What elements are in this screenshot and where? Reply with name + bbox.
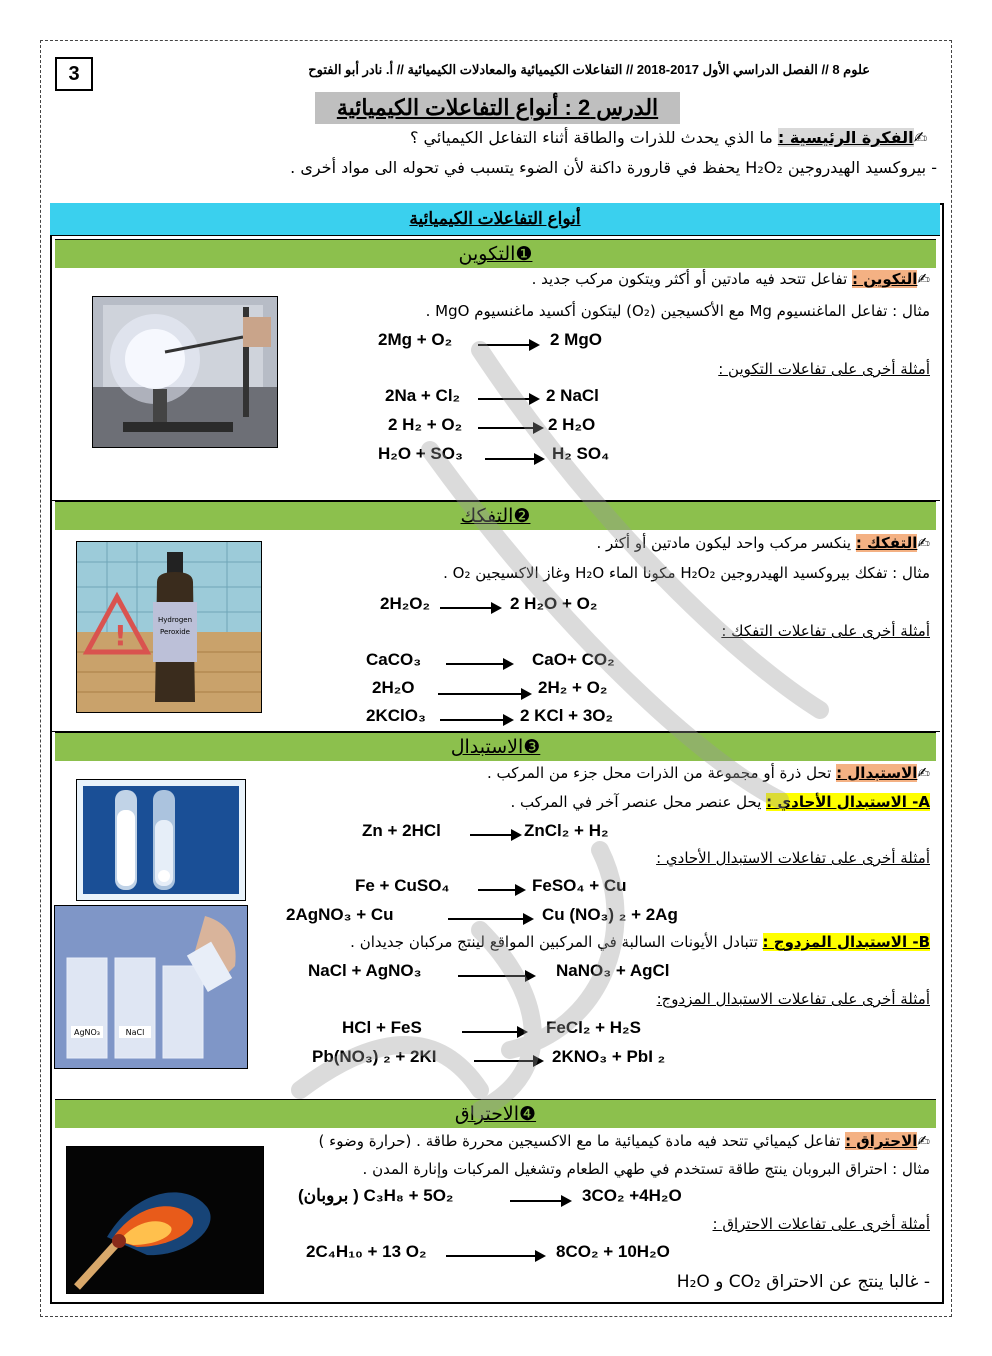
- test-tubes-image: [76, 779, 246, 901]
- synthesis-other-1-left: 2Na + Cl₂: [385, 386, 461, 405]
- beaker-label-agno3: AgNO₃: [73, 1028, 101, 1037]
- section-bar-decomposition: [55, 501, 936, 530]
- double-eq-left: NaCl + AgNO₃: [308, 961, 422, 980]
- replacement-def-text: تحل ذرة أو مجموعة من الذرات محل جزء من المركب .: [487, 764, 837, 782]
- arrow-icon: [448, 918, 532, 920]
- combustion-definition: [319, 1132, 930, 1150]
- decomposition-definition: [596, 534, 930, 552]
- synthesis-eq-left: 2Mg + O₂: [378, 330, 453, 349]
- decomposition-other-2-left: 2H₂O: [372, 678, 415, 697]
- pencil-icon: ✍: [917, 1132, 930, 1150]
- combustion-def-text: تفاعل كيميائي تتحد فيه مادة كيميائية ما مع الاكسيجين محررة طاقة . (حرارة وضوء ): [318, 1132, 846, 1150]
- section-bar-replacement: [55, 732, 936, 761]
- arrow-icon: [478, 344, 538, 346]
- section-bar-synthesis: [55, 239, 936, 268]
- single-other-2-left: 2AgNO₃ + Cu: [286, 905, 394, 924]
- synthesis-term: التكوين :: [852, 270, 918, 288]
- combustion-others-label: أمثلة أخرى على تفاعلات الاحتراق :: [712, 1215, 930, 1233]
- double-replacement-definition: [350, 933, 930, 951]
- arrow-icon: [440, 607, 500, 609]
- single-others-label: أمثلة أخرى على تفاعلات الاستبدال الأحادي :: [656, 849, 930, 867]
- single-replacement-term: A- الاستبدال الأحادي :: [766, 793, 930, 811]
- double-replacement-term: B- الاستبدال المزدوج :: [762, 933, 930, 951]
- double-other-1-right: FeCl₂ + H₂S: [546, 1018, 641, 1037]
- combustion-eq-right: 3CO₂ +4H₂O: [582, 1186, 682, 1205]
- decomposition-other-3-left: 2KClO₃: [366, 706, 426, 725]
- synthesis-other-2-right: 2 H₂O: [548, 415, 596, 434]
- decomposition-term: التفكك :: [855, 534, 918, 552]
- page-number: 3: [55, 57, 93, 91]
- double-eq-right: NaNO₃ + AgCl: [556, 961, 670, 980]
- double-other-1-left: HCl + FeS: [342, 1018, 422, 1037]
- single-eq-left: Zn + 2HCl: [362, 821, 441, 840]
- synthesis-eq-right: 2 MgO: [550, 330, 602, 349]
- decomposition-eq-right: 2 H₂O + O₂: [510, 594, 598, 613]
- main-idea: [410, 128, 927, 147]
- arrow-icon: [458, 975, 534, 977]
- arrow-icon: [510, 1200, 570, 1202]
- double-other-2-right: 2KNO₃ + PbI ₂: [552, 1047, 666, 1066]
- pencil-icon: ✍: [913, 128, 927, 147]
- hydrogen-peroxide-image: [76, 541, 262, 713]
- beakers-image: [54, 905, 248, 1069]
- main-idea-question: ما الذي يحدث للذرات والطاقة أثناء التفاعل الكيميائي ؟: [409, 128, 778, 147]
- match-flame-image: [66, 1146, 264, 1294]
- single-replacement-definition: [510, 793, 930, 811]
- combustion-other-1-right: 8CO₂ + 10H₂O: [556, 1242, 670, 1261]
- combustion-other-1-left: 2C₄H₁₀ + 13 O₂: [306, 1242, 427, 1261]
- double-others-label: أمثلة أخرى على تفاعلات الاستبدال المزدوج:: [656, 990, 930, 1008]
- decomposition-other-2-right: 2H₂ + O₂: [538, 678, 608, 697]
- arrow-icon: [438, 693, 530, 695]
- replacement-term: الاستبدال :: [836, 764, 918, 782]
- arrow-icon: [474, 1060, 542, 1062]
- replacement-definition: [487, 764, 930, 782]
- double-other-2-left: Pb(NO₃) ₂ + 2KI: [312, 1047, 437, 1066]
- lesson-title: الدرس 2 : أنواع التفاعلات الكيميائية: [315, 92, 680, 124]
- arrow-icon: [478, 398, 538, 400]
- combustion-example-text: مثال : احتراق البروبان ينتج طاقة تستخدم في طهي الطعام وتشغيل المركبات وإنارة المدن .: [362, 1160, 930, 1178]
- types-header: أنواع التفاعلات الكيميائية: [50, 203, 940, 236]
- section-bar-combustion: [55, 1099, 936, 1128]
- synthesis-others-label: أمثلة أخرى على تفاعلات التكوين :: [718, 360, 930, 378]
- decomposition-other-3-right: 2 KCl + 3O₂: [520, 706, 614, 725]
- single-eq-right: ZnCl₂ + H₂: [524, 821, 609, 840]
- pencil-icon: ✍: [917, 270, 930, 288]
- bottle-label: Hydrogen Peroxide: [157, 616, 193, 636]
- arrow-icon: [462, 1031, 526, 1033]
- double-replacement-def-text: تتبادل الأيونات السالبة في المركبين المواقع لينتج مركبان جديدان .: [350, 933, 763, 951]
- decomposition-others-label: أمثلة أخرى على تفاعلات التفكك :: [721, 622, 930, 640]
- decomposition-example-text: مثال : تفكك بيروكسيد الهيدروجين H₂O₂ مكونا الماء H₂O وغاز الاكسيجين O₂ .: [443, 564, 930, 582]
- combustion-eq-left: (بروبان ) C₃H₈ + 5O₂: [298, 1186, 454, 1205]
- section-title-combustion: ❹الاحتراق: [454, 1103, 537, 1125]
- arrow-icon: [478, 889, 524, 891]
- arrow-icon: [446, 1255, 544, 1257]
- section-title-replacement: ❸الاستبدال: [450, 736, 541, 758]
- pencil-icon: ✍: [917, 534, 930, 552]
- arrow-icon: [485, 458, 543, 460]
- synthesis-other-2-left: 2 H₂ + O₂: [388, 415, 463, 434]
- synthesis-other-3-left: H₂O + SO₃: [378, 444, 463, 463]
- svg-text:!: !: [114, 619, 127, 652]
- pencil-icon: ✍: [917, 764, 930, 782]
- synthesis-other-1-right: 2 NaCl: [546, 386, 599, 405]
- decomposition-other-1-left: CaCO₃: [366, 650, 422, 669]
- section-title-decomposition: ❷التفكك: [460, 505, 531, 527]
- decomposition-other-1-right: CaO+ CO₂: [532, 650, 615, 669]
- synthesis-example-text: مثال : تفاعل الماغنسيوم Mg مع الأكسيجين (O₂) ليتكون أكسيد ماغنسيوم MgO .: [425, 302, 930, 320]
- arrow-icon: [478, 427, 542, 429]
- single-other-2-right: Cu (NO₃) ₂ + 2Ag: [542, 905, 678, 924]
- single-other-1-right: FeSO₄ + Cu: [532, 876, 627, 895]
- decomposition-eq-left: 2H₂O₂: [380, 594, 431, 613]
- synthesis-other-3-right: H₂ SO₄: [552, 444, 610, 463]
- synthesis-def-text: تفاعل تتحد فيه مادتين أو أكثر ويتكون مركب جديد .: [531, 270, 853, 288]
- main-idea-label: الفكرة الرئيسية :: [777, 128, 914, 147]
- section-title-synthesis: ❶التكوين: [458, 243, 533, 265]
- beaker-label-nacl: NaCl: [125, 1028, 145, 1037]
- synthesis-definition: [532, 270, 930, 288]
- combustion-term: الاحتراق :: [845, 1132, 918, 1150]
- decomposition-def-text: ينكسر مركب واحد ليكون مادتين أو أكثر .: [596, 534, 856, 552]
- arrow-icon: [470, 834, 520, 836]
- note-h2o2: - بيروكسيد الهيدروجين H₂O₂ يحفظ في قارورة داكنة لأن الضوء يتسبب في تحوله الى مواد أخرى .: [290, 158, 937, 177]
- arrow-icon: [446, 663, 512, 665]
- header-line: علوم 8 // الفصل الدراسي الأول 2017-2018 // التفاعلات الكيميائية والمعادلات الكيميائية // أ. نادر أبو الفتوح: [308, 62, 870, 77]
- magnesium-burning-image: [92, 296, 278, 448]
- single-other-1-left: Fe + CuSO₄: [355, 876, 450, 895]
- single-replacement-def-text: يحل عنصر محل عنصر آخر في المركب .: [510, 793, 767, 811]
- arrow-icon: [440, 719, 512, 721]
- combustion-conclusion: - غالبا ينتج عن الاحتراق CO₂ و H₂O: [676, 1272, 930, 1292]
